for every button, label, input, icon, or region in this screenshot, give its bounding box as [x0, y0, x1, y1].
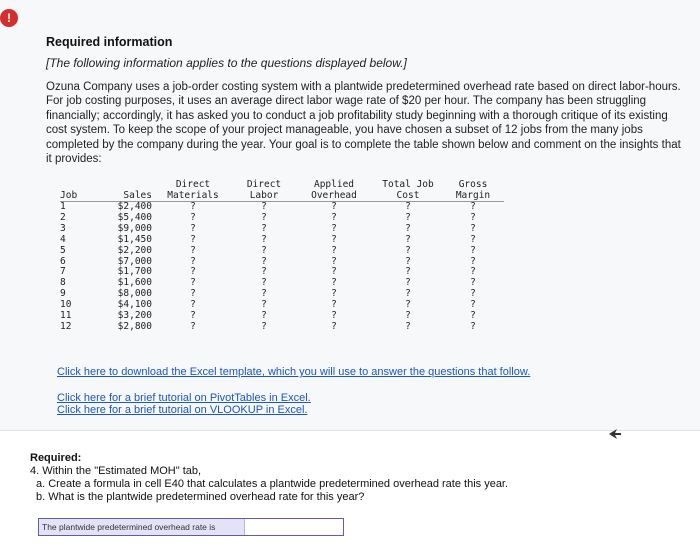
cell-job: 6	[60, 255, 66, 267]
cell-sales: $2,200	[117, 244, 152, 256]
cell-job: 8	[60, 277, 66, 289]
cell-sales: $3,200	[117, 310, 152, 322]
cell-ao: ?	[331, 277, 337, 289]
cell-dl: ?	[261, 266, 267, 278]
cell-dm: ?	[190, 299, 196, 311]
cell-gm: ?	[470, 288, 476, 300]
col-total-job-cost-header: Total Job Cost	[382, 179, 434, 201]
cell-sales: $9,000	[117, 222, 152, 234]
cell-ao: ?	[331, 233, 337, 245]
cell-job: 5	[60, 244, 66, 256]
cell-ao: ?	[331, 255, 337, 267]
cell-dl: ?	[261, 233, 267, 245]
cell-gm: ?	[470, 299, 476, 311]
cell-job: 12	[60, 320, 72, 332]
cell-gm: ?	[470, 211, 476, 223]
cell-tc: ?	[405, 201, 411, 212]
cell-dm: ?	[190, 320, 196, 332]
cell-sales: $8,000	[117, 288, 152, 300]
table-row	[60, 246, 504, 257]
cell-tc: ?	[405, 266, 411, 278]
cell-dm: ?	[190, 277, 196, 289]
cell-tc: ?	[405, 288, 411, 300]
cell-job: 4	[60, 233, 66, 245]
cell-gm: ?	[470, 222, 476, 234]
cell-gm: ?	[470, 233, 476, 245]
cell-tc: ?	[405, 211, 411, 223]
cell-ao: ?	[331, 310, 337, 322]
cell-dl: ?	[261, 244, 267, 256]
col-sales-header: Sales	[123, 189, 152, 201]
pivottable-tutorial-link[interactable]: Click here for a brief tutorial on PivotTables in Excel.	[57, 392, 311, 404]
cell-sales: $7,000	[117, 255, 152, 267]
page-subtitle: [The following information applies to the questions displayed below.]	[46, 56, 407, 70]
required-item: 4. Within the "Estimated MOH" tab,	[30, 465, 202, 477]
cell-dl: ?	[261, 310, 267, 322]
cell-dm: ?	[190, 255, 196, 267]
cell-gm: ?	[470, 277, 476, 289]
table-header-row	[60, 180, 504, 201]
col-direct-labor-header: Direct Labor	[246, 179, 282, 201]
cell-dl: ?	[261, 211, 267, 223]
cell-dm: ?	[190, 310, 196, 322]
cell-sales: $2,800	[117, 320, 152, 332]
cell-gm: ?	[470, 255, 476, 267]
cell-sales: $4,100	[117, 299, 152, 311]
cell-tc: ?	[405, 244, 411, 256]
cell-dl: ?	[261, 201, 267, 212]
cell-tc: ?	[405, 299, 411, 311]
cell-tc: ?	[405, 310, 411, 322]
cell-dl: ?	[261, 288, 267, 300]
cell-dl: ?	[261, 222, 267, 234]
cell-ao: ?	[331, 211, 337, 223]
required-section	[30, 452, 690, 504]
cell-sales: $1,600	[117, 277, 152, 289]
cell-gm: ?	[470, 310, 476, 322]
cell-ao: ?	[331, 299, 337, 311]
cell-ao: ?	[331, 244, 337, 256]
answer-row	[38, 518, 344, 536]
cell-job: 10	[60, 299, 72, 311]
col-direct-materials-header: Direct Materials	[167, 179, 219, 201]
cell-tc: ?	[405, 233, 411, 245]
cell-ao: ?	[331, 288, 337, 300]
excel-template-link[interactable]: Click here to download the Excel template, which you will use to answer the questions that follow.	[57, 366, 531, 378]
cell-ao: ?	[331, 266, 337, 278]
cell-dl: ?	[261, 320, 267, 332]
cell-gm: ?	[470, 320, 476, 332]
job-table	[60, 180, 504, 333]
cell-tc: ?	[405, 277, 411, 289]
required-part-b: b. What is the plantwide predetermined overhead rate for this year?	[36, 491, 365, 503]
cell-dm: ?	[190, 266, 196, 278]
cell-dl: ?	[261, 277, 267, 289]
cell-ao: ?	[331, 222, 337, 234]
cell-dm: ?	[190, 201, 196, 212]
cell-ao: ?	[331, 320, 337, 332]
cell-job: 1	[60, 201, 66, 212]
col-applied-overhead-header: Applied Overhead	[311, 179, 357, 201]
cell-sales: $5,400	[117, 211, 152, 223]
cell-job: 2	[60, 211, 66, 223]
cell-dm: ?	[190, 244, 196, 256]
cell-tc: ?	[405, 222, 411, 234]
alert-icon: !	[0, 9, 18, 27]
required-part-a: a. Create a formula in cell E40 that calculates a plantwide predetermined overhead rate this year.	[36, 478, 509, 490]
cell-gm: ?	[470, 201, 476, 212]
cell-job: 7	[60, 266, 66, 278]
cell-tc: ?	[405, 320, 411, 332]
cell-tc: ?	[405, 255, 411, 267]
table-row	[60, 235, 504, 246]
cell-gm: ?	[470, 244, 476, 256]
cell-sales: $2,400	[117, 201, 152, 212]
cell-dm: ?	[190, 222, 196, 234]
cell-dm: ?	[190, 233, 196, 245]
table-row	[60, 322, 504, 333]
answer-input[interactable]	[247, 519, 343, 535]
cursor-arrow-icon	[608, 428, 622, 440]
col-job-header: Job	[60, 189, 78, 201]
cell-dl: ?	[261, 255, 267, 267]
cell-job: 11	[60, 310, 72, 322]
cell-dl: ?	[261, 299, 267, 311]
cell-ao: ?	[331, 201, 337, 212]
col-gross-margin-header: Gross Margin	[455, 179, 491, 201]
page-title: Required information	[46, 35, 173, 49]
cell-job: 9	[60, 288, 66, 300]
cell-sales: $1,450	[117, 233, 152, 245]
answer-label: The plantwide predetermined overhead rate is	[39, 519, 245, 535]
intro-paragraph: Ozuna Company uses a job-order costing system with a plantwide predetermined overhead rate based on direct labor-hours. For job costing purposes, it uses an average direct labor wage rate of $20 per hour. The company has been struggling financially; accordingly, it has asked you to conduct a job profitability study beginning with a thorough critique of its existing cost system. To keep the scope of your project manageable, you have chosen a subset of 12 jobs from the many jobs completed by the company during the year. Your goal is to complete the table shown below and comment on the insights that it provides:	[46, 81, 681, 166]
required-heading: Required:	[30, 452, 82, 464]
cell-job: 3	[60, 222, 66, 234]
cell-sales: $1,700	[117, 266, 152, 278]
cell-dm: ?	[190, 288, 196, 300]
cell-gm: ?	[470, 266, 476, 278]
vlookup-tutorial-link[interactable]: Click here for a brief tutorial on VLOOKUP in Excel.	[57, 404, 308, 416]
cell-dm: ?	[190, 211, 196, 223]
